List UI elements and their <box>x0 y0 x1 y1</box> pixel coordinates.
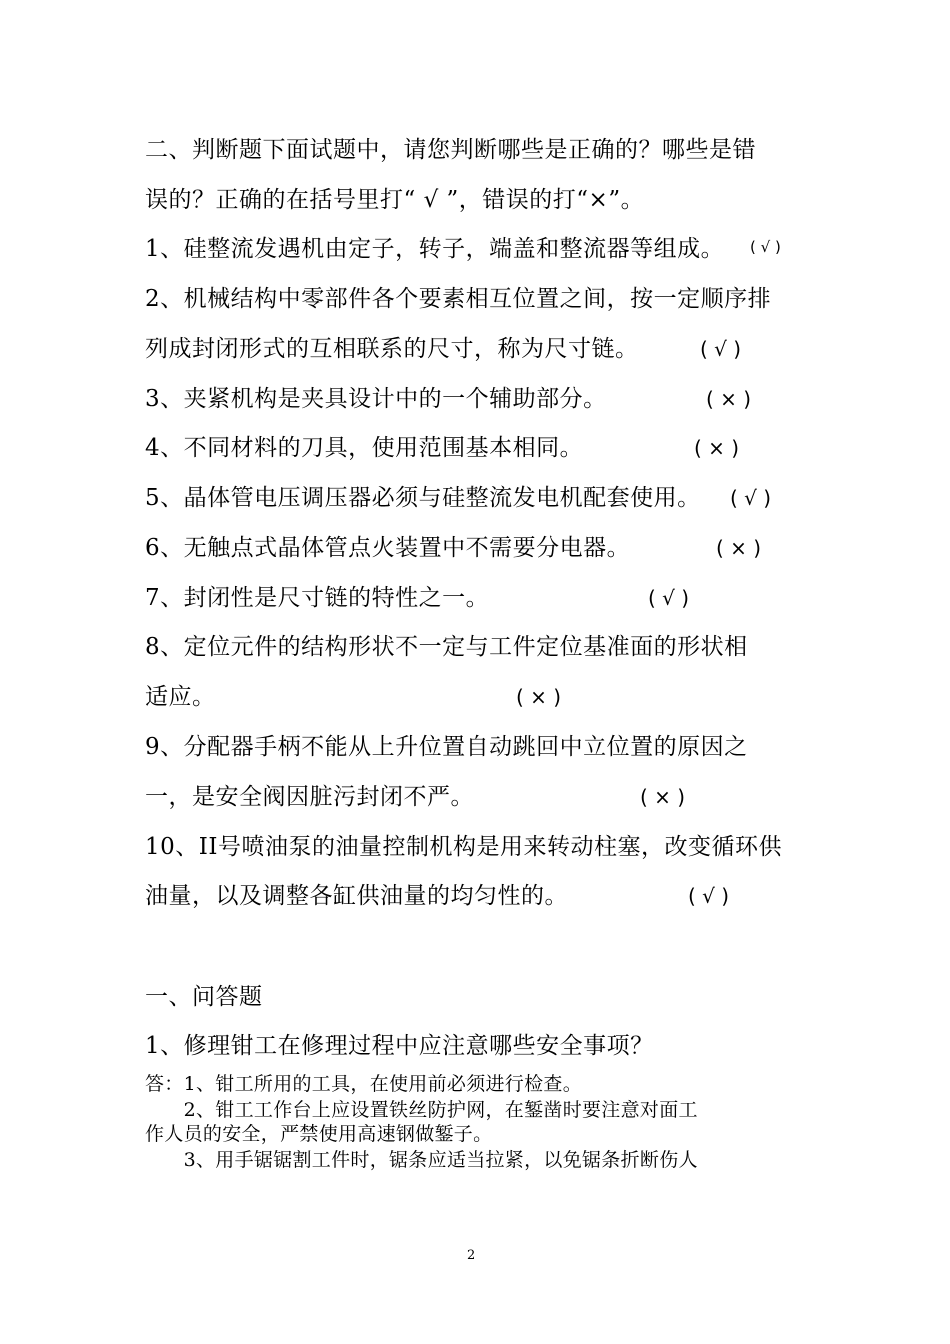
answer-mark-10: ( √ ) <box>688 884 730 908</box>
judgment-item-10: 10、II号喷油泵的油量控制机构是用来转动柱塞，改变循环供 <box>145 834 782 860</box>
page-number: 2 <box>467 1248 476 1263</box>
judgment-item-5: 5、晶体管电压调压器必须与硅整流发电机配套使用。 <box>145 485 701 511</box>
judgment-item-7: 7、封闭性是尺寸链的特性之一。 <box>145 585 490 611</box>
judgment-item-8-cont: 适应。 <box>145 684 216 710</box>
section1-heading: 一、问答题 <box>145 984 263 1010</box>
qa-answer-line-3: 作人员的安全，严禁使用高速钢做錾子。 <box>145 1123 493 1145</box>
qa-answer-line-2: 2、钳工工作台上应设置铁丝防护网，在錾凿时要注意对面工 <box>145 1099 698 1121</box>
judgment-item-3: 3、夹紧机构是夹具设计中的一个辅助部分。 <box>145 386 607 412</box>
judgment-item-2: 2、机械结构中零部件各个要素相互位置之间，按一定顺序排 <box>145 286 772 312</box>
judgment-item-9-cont: 一，是安全阀因脏污封闭不严。 <box>145 784 474 810</box>
judgment-item-6: 6、无触点式晶体管点火装置中不需要分电器。 <box>145 535 631 561</box>
section2-heading-line2: 误的？正确的在括号里打“ √ ”，错误的打“×”。 <box>145 187 645 213</box>
answer-mark-3: ( × ) <box>706 387 752 411</box>
answer-mark-7: ( √ ) <box>648 586 690 610</box>
answer-mark-8: ( × ) <box>516 685 562 709</box>
judgment-item-9: 9、分配器手柄不能从上升位置自动跳回中立位置的原因之 <box>145 734 748 760</box>
judgment-item-10-cont: 油量，以及调整各缸供油量的均匀性的。 <box>145 883 568 909</box>
qa-question-1: 1、修理钳工在修理过程中应注意哪些安全事项？ <box>145 1033 654 1059</box>
judgment-item-1: 1、硅整流发遇机由定子，转子，端盖和整流器等组成。 <box>145 236 725 262</box>
judgment-item-4: 4、不同材料的刀具，使用范围基本相同。 <box>145 435 584 461</box>
answer-mark-1: ( √ ) <box>750 238 781 256</box>
judgment-item-8: 8、定位元件的结构形状不一定与工件定位基准面的形状相 <box>145 634 748 660</box>
answer-mark-5: ( √ ) <box>730 486 772 510</box>
answer-mark-4: ( × ) <box>694 436 740 460</box>
qa-answer-line-1: 答：1、钳工所用的工具，在使用前必须进行检查。 <box>145 1073 582 1095</box>
answer-mark-6: ( × ) <box>716 536 762 560</box>
answer-mark-9: ( × ) <box>640 785 686 809</box>
qa-answer-line-4: 3、用手锯锯割工件时，锯条应适当拉紧，以免锯条折断伤人 <box>145 1149 698 1171</box>
answer-mark-2: ( √ ) <box>700 337 742 361</box>
section2-heading-line1: 二、判断题下面试题中，请您判断哪些是正确的？哪些是错 <box>145 137 756 163</box>
judgment-item-2-cont: 列成封闭形式的互相联系的尺寸，称为尺寸链。 <box>145 336 639 362</box>
